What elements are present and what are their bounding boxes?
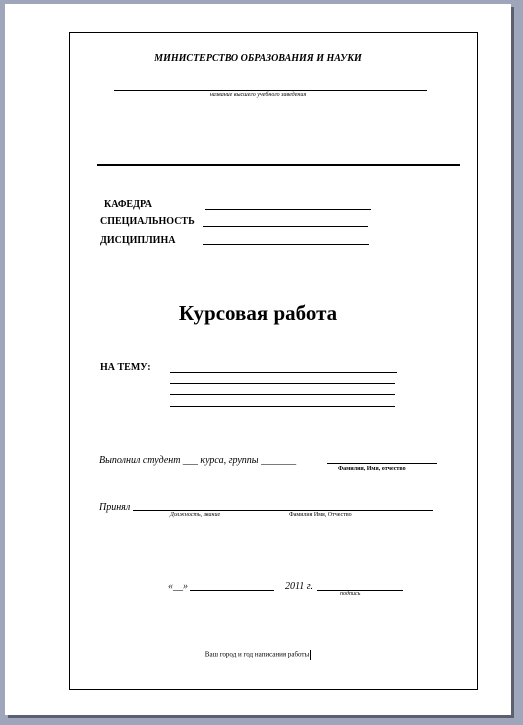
institution-line[interactable] [114, 90, 427, 91]
institution-caption: название высшего учебного заведения [209, 92, 307, 98]
topic-line-1[interactable] [170, 372, 397, 373]
student-name-line[interactable] [327, 463, 437, 464]
date-month-line[interactable] [190, 590, 274, 591]
topic-line-2[interactable] [170, 383, 395, 384]
ministry-heading: МИНИСТЕРСТВО ОБРАЗОВАНИЯ И НАУКИ [154, 53, 362, 64]
date-day: «__» [168, 581, 188, 592]
specialty-label: СПЕЦИАЛЬНОСТЬ [100, 216, 195, 227]
accepted-line[interactable] [133, 510, 433, 511]
topic-line-3[interactable] [170, 394, 395, 395]
position-caption: Должность, звание [170, 512, 221, 518]
topic-label: НА ТЕМУ: [100, 362, 151, 373]
specialty-line[interactable] [203, 226, 368, 227]
discipline-line[interactable] [203, 244, 369, 245]
separator-line [97, 164, 460, 166]
text-cursor [310, 650, 311, 660]
topic-line-4[interactable] [170, 406, 395, 407]
date-year: 2011 г. [285, 581, 314, 592]
discipline-label: ДИСЦИПЛИНА [100, 235, 176, 246]
footer-city-year [5, 650, 511, 660]
page-frame [69, 32, 478, 690]
footer-text: Ваш город и год написания работы [204, 650, 310, 659]
accepted-label: Принял [99, 502, 131, 513]
performed-by-text: Выполнил студент ___ курса, группы _______ [99, 455, 297, 466]
document-title: Курсовая работа [178, 301, 338, 325]
document-page [5, 4, 511, 715]
accepted-name-caption: Фамилия Имя, Отчество [289, 512, 352, 518]
signature-caption: подпись [340, 591, 361, 597]
student-name-caption: Фамилия, Имя, отчество [338, 466, 406, 472]
department-label: КАФЕДРА [104, 199, 153, 210]
department-line[interactable] [205, 209, 371, 210]
